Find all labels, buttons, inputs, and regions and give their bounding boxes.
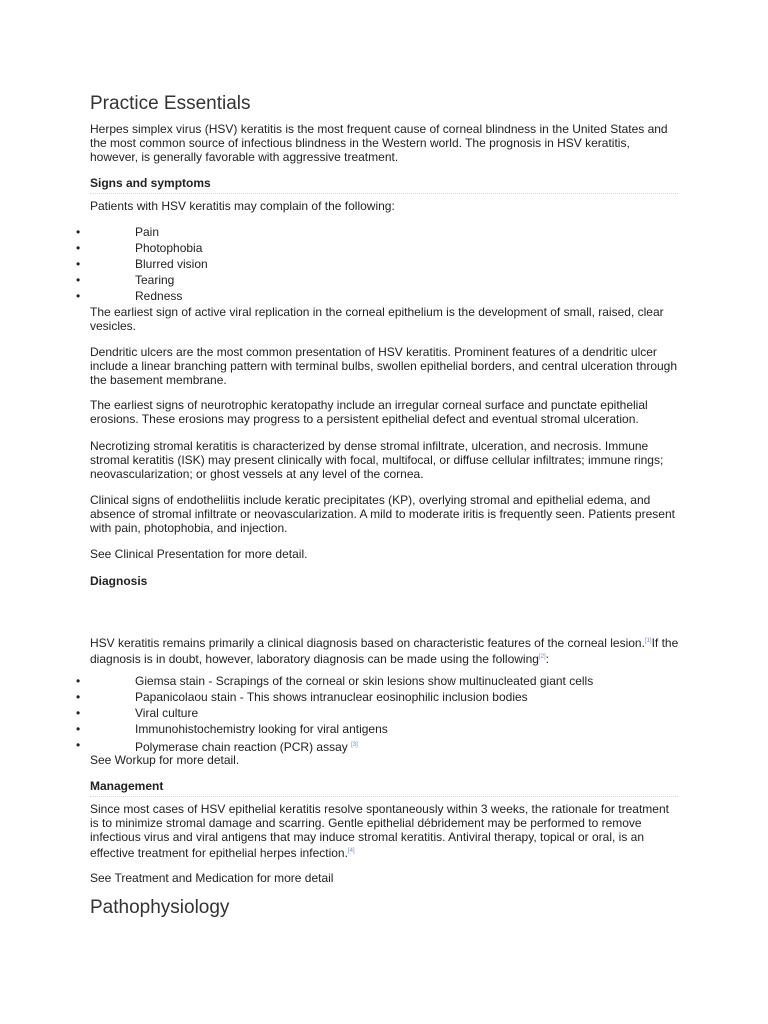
- list-item: • Giemsa stain - Scrapings of the corneal or skin lesions show multinucleated giant cells: [76, 674, 594, 688]
- diagnosis-paragraph: HSV keratitis remains primarily a clinical diagnosis based on characteristic features of the corneal lesion.[1]If the diagnosis is in doubt, however, laboratory diagnosis can be made using the following[2]:: [90, 636, 679, 666]
- list-item: • Redness: [76, 289, 183, 303]
- bullet-icon: •: [76, 225, 81, 239]
- paragraph-dendritic-ulcers: Dendritic ulcers are the most common presentation of HSV keratitis. Prominent features of a dendritic ulcer include a linear branching pattern with terminal bulbs, swollen epithelial borders, and central ulceration through the basement membrane.: [90, 345, 678, 387]
- divider: [90, 796, 678, 797]
- bullet-icon: •: [76, 273, 81, 287]
- section-title-practice-essentials: Practice Essentials: [90, 93, 251, 114]
- bullet-icon: •: [76, 257, 81, 271]
- bullet-icon: •: [76, 706, 81, 720]
- reference-link[interactable]: [3]: [351, 742, 358, 748]
- list-item: • Polymerase chain reaction (PCR) assay [3]: [76, 738, 358, 754]
- diagnostic-test-list: [0, 673, 680, 753]
- reference-link[interactable]: [4]: [347, 848, 355, 854]
- heading-management: Management: [90, 779, 164, 793]
- bullet-icon: •: [76, 289, 81, 303]
- symptom-list: [0, 224, 680, 304]
- divider: [90, 193, 678, 194]
- bullet-icon: •: [76, 722, 81, 736]
- paragraph-endotheliitis: Clinical signs of endotheliitis include keratic precipitates (KP), overlying stromal and epithelial edema, and absence of stromal infiltrate or neovascularization. A mild to moderate iritis is frequently seen. Patients present with pain, photophobia, and injection.: [90, 493, 675, 535]
- list-item: • Tearing: [76, 273, 175, 287]
- intro-paragraph: Herpes simplex virus (HSV) keratitis is the most frequent cause of corneal blindness in the United States and the most common source of infectious blindness in the Western world. The prognosis in HSV keratitis, however, is generally favorable with aggressive treatment.: [90, 122, 668, 164]
- paragraph-stromal-keratitis: Necrotizing stromal keratitis is characterized by dense stromal infiltrate, ulceration, and necrosis. Immune stromal keratitis (ISK) may present clinically with focal, multifocal, or diffuse cellular infiltrates; immune rings; neovascularization; or ghost vessels at any level of the cornea.: [90, 439, 664, 481]
- heading-signs-and-symptoms: Signs and symptoms: [90, 176, 211, 190]
- symptoms-lead: Patients with HSV keratitis may complain of the following:: [90, 199, 395, 213]
- bullet-icon: •: [76, 674, 81, 688]
- see-treatment-link[interactable]: See Treatment and Medication for more detail: [90, 871, 334, 885]
- bullet-icon: •: [76, 690, 81, 704]
- section-title-pathophysiology: Pathophysiology: [90, 897, 230, 918]
- reference-link[interactable]: [1]: [644, 638, 652, 644]
- bullet-icon: •: [76, 738, 81, 752]
- list-item: • Photophobia: [76, 241, 203, 255]
- see-workup-link[interactable]: See Workup for more detail.: [90, 753, 240, 767]
- management-paragraph: Since most cases of HSV epithelial keratitis resolve spontaneously within 3 weeks, the rationale for treatment is to minimize stromal damage and scarring. Gentle epithelial débridement may be performed to remove infectious virus and viral antigens that may induce stromal keratitis. Antiviral therapy, topical or oral, is an effective treatment for epithelial herpes infection.[4]: [90, 802, 669, 860]
- list-item: • Immunohistochemistry looking for viral antigens: [76, 722, 388, 736]
- list-item: • Papanicolaou stain - This shows intranuclear eosinophilic inclusion bodies: [76, 690, 528, 704]
- heading-diagnosis: Diagnosis: [90, 574, 148, 588]
- bullet-icon: •: [76, 241, 81, 255]
- reference-link[interactable]: [2]: [538, 654, 546, 660]
- see-clinical-presentation-link[interactable]: See Clinical Presentation for more detail.: [90, 547, 308, 561]
- paragraph-neurotrophic: The earliest signs of neurotrophic keratopathy include an irregular corneal surface and punctate epithelial erosions. These erosions may progress to a persistent epithelial defect and eventual stromal ulceration.: [90, 398, 648, 426]
- list-item: • Pain: [76, 225, 160, 239]
- paragraph-vesicles: The earliest sign of active viral replication in the corneal epithelium is the development of small, raised, clear vesicles.: [90, 305, 664, 333]
- list-item: • Blurred vision: [76, 257, 208, 271]
- list-item: • Viral culture: [76, 706, 199, 720]
